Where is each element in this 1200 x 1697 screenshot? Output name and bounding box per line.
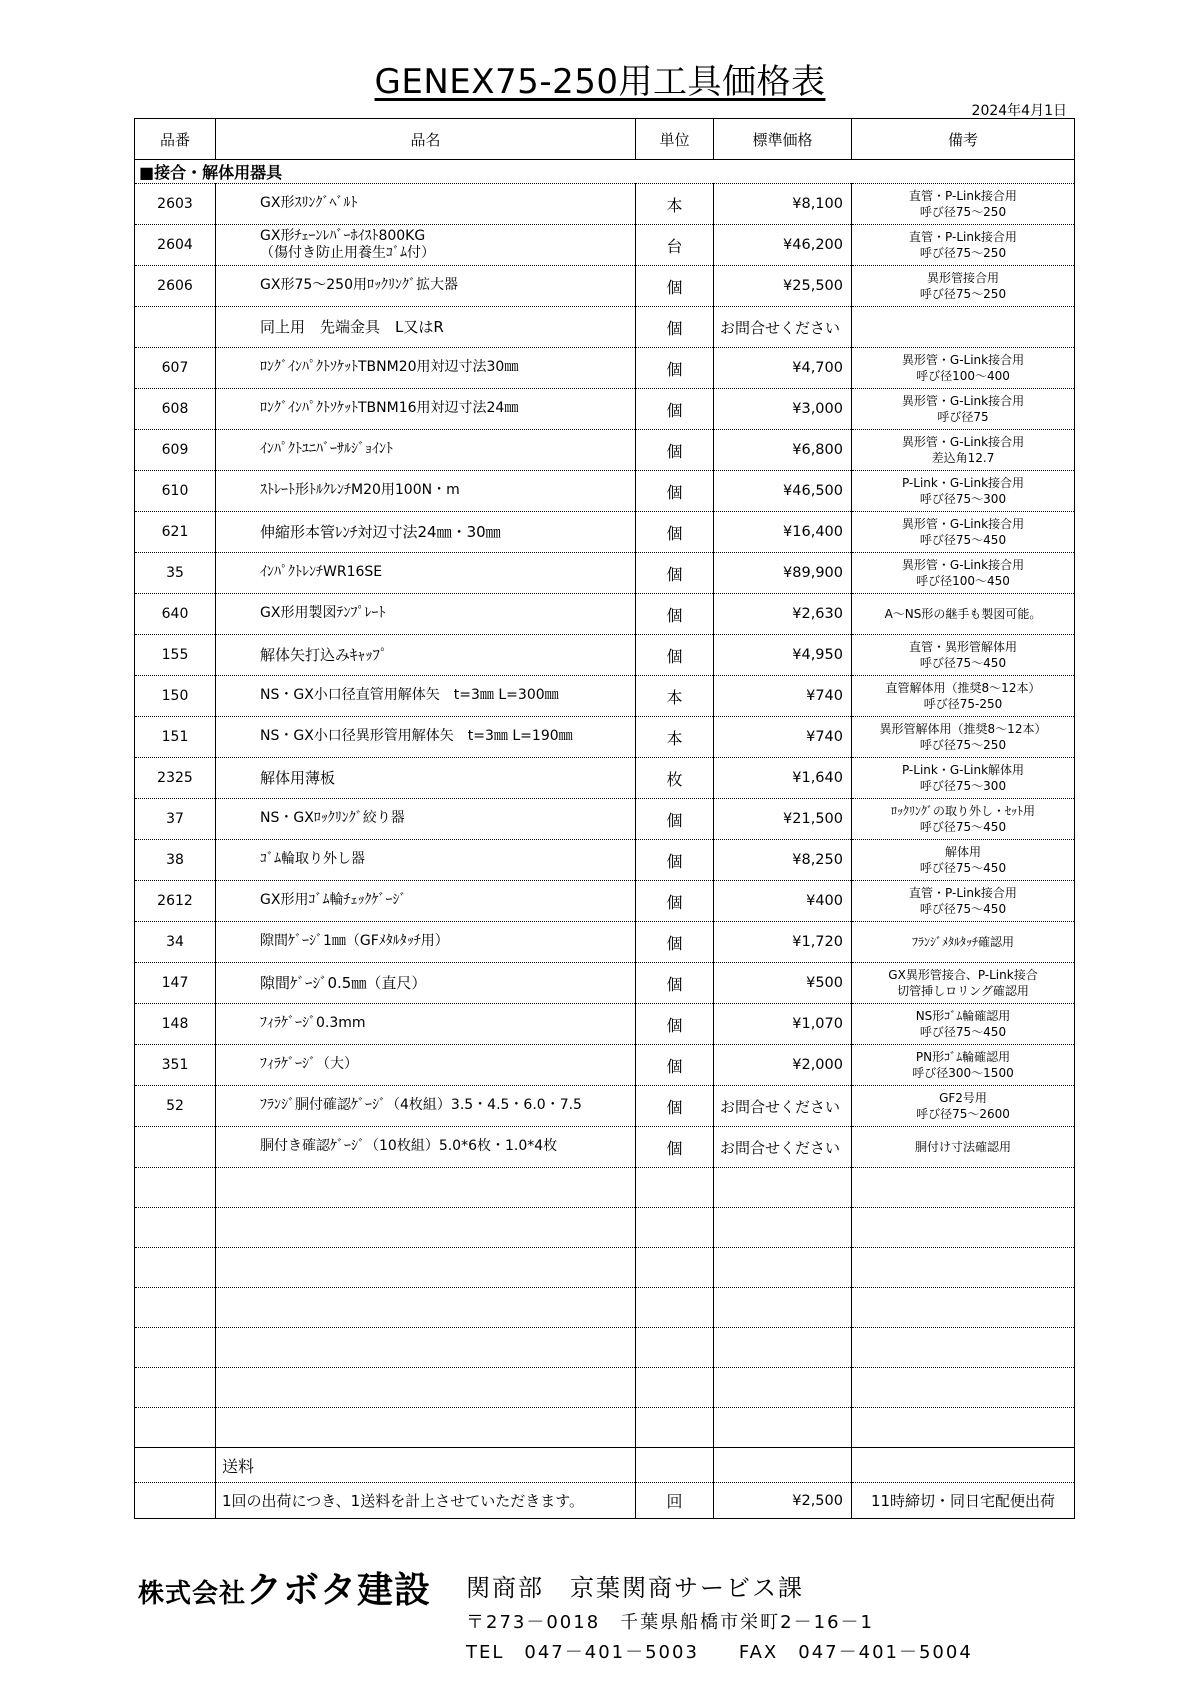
- empty-cell: [714, 1328, 852, 1368]
- item-code: 608: [135, 389, 216, 430]
- table-row: [135, 594, 1075, 635]
- table-row: [135, 676, 1075, 717]
- shipping-unit: 回: [636, 1483, 714, 1519]
- company-name: [138, 1562, 431, 1613]
- price-table: [134, 118, 1075, 1519]
- item-unit: 個: [636, 799, 714, 840]
- item-note: 直管・異形管解体用 呼び径75～450: [852, 635, 1075, 676]
- empty-cell: [216, 1168, 636, 1208]
- item-unit: 個: [636, 307, 714, 348]
- empty-row: [135, 1328, 1075, 1368]
- header-name: 品名: [216, 119, 636, 160]
- table-row: [135, 307, 1075, 348]
- empty-cell: [636, 1248, 714, 1288]
- item-note: GF2号用 呼び径75～2600: [852, 1086, 1075, 1127]
- item-code: 37: [135, 799, 216, 840]
- item-name: 隙間ｹﾞｰｼﾞ0.5㎜（直尺）: [216, 963, 636, 1004]
- item-code: 148: [135, 1004, 216, 1045]
- empty-cell: [852, 1328, 1075, 1368]
- table-row: [135, 553, 1075, 594]
- item-code: 607: [135, 348, 216, 389]
- item-name: NS・GX小口径直管用解体矢 t=3㎜ L=300㎜: [216, 676, 636, 717]
- item-note: 直管・P-Link接合用 呼び径75～450: [852, 881, 1075, 922]
- item-name: ｲﾝﾊﾟｸﾄﾚﾝﾁWR16SE: [216, 553, 636, 594]
- empty-cell: [135, 1288, 216, 1328]
- item-name: ｺﾞﾑ輪取り外し器: [216, 840, 636, 881]
- item-price: ¥2,630: [714, 594, 852, 635]
- item-price: ¥4,700: [714, 348, 852, 389]
- table-row: [135, 348, 1075, 389]
- empty-cell: [636, 1208, 714, 1248]
- item-name: ﾛﾝｸﾞｲﾝﾊﾟｸﾄｿｹｯﾄTBNM16用対辺寸法24㎜: [216, 389, 636, 430]
- empty-cell: [216, 1368, 636, 1408]
- table-header-row: [135, 119, 1075, 160]
- item-unit: 個: [636, 1127, 714, 1168]
- issue-date: 2024年4月1日: [971, 103, 1067, 119]
- item-code: 2606: [135, 266, 216, 307]
- table-row: [135, 717, 1075, 758]
- empty-cell: [135, 1208, 216, 1248]
- item-note: P-Link・G-Link解体用 呼び径75～300: [852, 758, 1075, 799]
- empty-row: [135, 1368, 1075, 1408]
- table-row: [135, 1086, 1075, 1127]
- item-price: ¥2,000: [714, 1045, 852, 1086]
- item-unit: 個: [636, 881, 714, 922]
- table-row: [135, 840, 1075, 881]
- item-price: ¥16,400: [714, 512, 852, 553]
- item-note: NS形ｺﾞﾑ輪確認用 呼び径75～450: [852, 1004, 1075, 1045]
- item-code: 35: [135, 553, 216, 594]
- item-note: 解体用 呼び径75～450: [852, 840, 1075, 881]
- item-name: GX形用ｺﾞﾑ輪ﾁｪｯｸｹﾞｰｼﾞ: [216, 881, 636, 922]
- item-code: 351: [135, 1045, 216, 1086]
- item-unit: 個: [636, 553, 714, 594]
- item-price: ¥89,900: [714, 553, 852, 594]
- empty-cell: [714, 1168, 852, 1208]
- item-note: A～NS形の継手も製図可能。: [852, 594, 1075, 635]
- item-note: GX異形管接合、P-Link接合 切管挿しロリング確認用: [852, 963, 1075, 1004]
- item-name: GX形用製図ﾃﾝﾌﾟﾚｰﾄ: [216, 594, 636, 635]
- item-unit: 個: [636, 963, 714, 1004]
- item-price: ¥500: [714, 963, 852, 1004]
- item-code: 151: [135, 717, 216, 758]
- table-row: [135, 430, 1075, 471]
- item-code: 34: [135, 922, 216, 963]
- table-row: [135, 184, 1075, 225]
- empty-cell: [714, 1408, 852, 1448]
- item-unit: 個: [636, 512, 714, 553]
- table-row: [135, 881, 1075, 922]
- empty-cell: [135, 1368, 216, 1408]
- item-name: ｲﾝﾊﾟｸﾄﾕﾆﾊﾞｰｻﾙｼﾞｮｲﾝﾄ: [216, 430, 636, 471]
- section-title: ■接合・解体用器具: [135, 160, 1075, 184]
- empty-cell: [636, 1288, 714, 1328]
- empty-cell: [852, 1248, 1075, 1288]
- item-price: ¥400: [714, 881, 852, 922]
- empty-cell: [714, 1368, 852, 1408]
- item-price: ¥1,640: [714, 758, 852, 799]
- empty-cell: [135, 1248, 216, 1288]
- table-row: [135, 1127, 1075, 1168]
- table-row: [135, 963, 1075, 1004]
- item-price: ¥1,720: [714, 922, 852, 963]
- table-row: [135, 389, 1075, 430]
- item-unit: 台: [636, 225, 714, 266]
- item-name: 隙間ｹﾞｰｼﾞ1㎜（GFﾒﾀﾙﾀｯﾁ用）: [216, 922, 636, 963]
- empty-row: [135, 1248, 1075, 1288]
- item-unit: 個: [636, 594, 714, 635]
- empty-cell: [216, 1208, 636, 1248]
- item-note: 異形管・G-Link接合用 呼び径75: [852, 389, 1075, 430]
- item-unit: 本: [636, 676, 714, 717]
- item-code: 38: [135, 840, 216, 881]
- item-code: 2604: [135, 225, 216, 266]
- empty-cell: [636, 1328, 714, 1368]
- item-price: ¥25,500: [714, 266, 852, 307]
- item-unit: 個: [636, 922, 714, 963]
- item-name: ﾌﾗﾝｼﾞ胴付確認ｹﾞｰｼﾞ（4枚組）3.5・4.5・6.0・7.5: [216, 1086, 636, 1127]
- page-title: GENEX75-250用工具価格表: [374, 62, 826, 102]
- item-note: [852, 307, 1075, 348]
- empty-cell: [135, 1483, 216, 1519]
- empty-cell: [714, 1288, 852, 1328]
- item-name: ﾌｨﾗｹﾞｰｼﾞ0.3mm: [216, 1004, 636, 1045]
- item-name: GX形ﾁｪｰﾝﾚﾊﾞｰﾎｲｽﾄ800KG （傷付き防止用養生ｺﾞﾑ付）: [216, 225, 636, 266]
- item-price: ¥8,250: [714, 840, 852, 881]
- item-code: 610: [135, 471, 216, 512]
- item-unit: 個: [636, 266, 714, 307]
- shipping-label-row: [135, 1448, 1075, 1483]
- item-name: NS・GX小口径異形管用解体矢 t=3㎜ L=190㎜: [216, 717, 636, 758]
- item-code: [135, 307, 216, 348]
- item-name: ﾛﾝｸﾞｲﾝﾊﾟｸﾄｿｹｯﾄTBNM20用対辺寸法30㎜: [216, 348, 636, 389]
- item-note: 異形管・G-Link接合用 呼び径100～400: [852, 348, 1075, 389]
- table-row: [135, 225, 1075, 266]
- item-unit: 個: [636, 430, 714, 471]
- item-code: [135, 1127, 216, 1168]
- phone-fax: TEL 047－401－5003 FAX 047－401－5004: [466, 1642, 973, 1663]
- item-name: 解体矢打込みｷｬｯﾌﾟ: [216, 635, 636, 676]
- empty-cell: [636, 1408, 714, 1448]
- table-row: [135, 758, 1075, 799]
- item-note: ﾛｯｸﾘﾝｸﾞの取り外し・ｾｯﾄ用 呼び径75～450: [852, 799, 1075, 840]
- item-code: 609: [135, 430, 216, 471]
- table-row: [135, 799, 1075, 840]
- item-note: P-Link・G-Link接合用 呼び径75～300: [852, 471, 1075, 512]
- item-unit: 個: [636, 1045, 714, 1086]
- shipping-row: [135, 1483, 1075, 1519]
- item-price: ¥46,200: [714, 225, 852, 266]
- table-row: [135, 635, 1075, 676]
- item-code: 640: [135, 594, 216, 635]
- item-name: 同上用 先端金具 L又はR: [216, 307, 636, 348]
- item-note: 直管・P-Link接合用 呼び径75～250: [852, 225, 1075, 266]
- item-note: 直管解体用（推奨8～12本） 呼び径75-250: [852, 676, 1075, 717]
- item-unit: 個: [636, 348, 714, 389]
- item-code: 147: [135, 963, 216, 1004]
- empty-row: [135, 1288, 1075, 1328]
- header-price: 標準価格: [714, 119, 852, 160]
- item-note: 異形管接合用 呼び径75～250: [852, 266, 1075, 307]
- table-row: [135, 1004, 1075, 1045]
- empty-cell: [852, 1168, 1075, 1208]
- item-price: ¥740: [714, 717, 852, 758]
- company-main-name: クボタ建設: [246, 1570, 432, 1611]
- item-name: NS・GXﾛｯｸﾘﾝｸﾞ絞り器: [216, 799, 636, 840]
- empty-cell: [216, 1248, 636, 1288]
- shipping-note: 11時締切・同日宅配便出荷: [852, 1483, 1075, 1519]
- item-code: 52: [135, 1086, 216, 1127]
- item-note: ﾌﾗﾝｼﾞﾒﾀﾙﾀｯﾁ確認用: [852, 922, 1075, 963]
- address: 〒273－0018 千葉県船橋市栄町2－16－1: [466, 1612, 874, 1633]
- empty-cell: [714, 1208, 852, 1248]
- empty-cell: [636, 1368, 714, 1408]
- empty-row: [135, 1168, 1075, 1208]
- empty-cell: [216, 1408, 636, 1448]
- empty-cell: [135, 1168, 216, 1208]
- item-price: お問合せください: [714, 1127, 852, 1168]
- empty-cell: [852, 1408, 1075, 1448]
- item-code: 2325: [135, 758, 216, 799]
- item-unit: 個: [636, 635, 714, 676]
- item-unit: 個: [636, 471, 714, 512]
- shipping-label: 送料: [216, 1448, 636, 1483]
- item-name: 胴付き確認ｹﾞｰｼﾞ（10枚組）5.0*6枚・1.0*4枚: [216, 1127, 636, 1168]
- empty-cell: [714, 1248, 852, 1288]
- table-row: [135, 922, 1075, 963]
- table-row: [135, 1045, 1075, 1086]
- item-price: ¥3,000: [714, 389, 852, 430]
- shipping-price: ¥2,500: [714, 1483, 852, 1519]
- header-note: 備考: [852, 119, 1075, 160]
- item-name: 解体用薄板: [216, 758, 636, 799]
- shipping-desc: 1回の出荷につき、1送料を計上させていただきます。: [216, 1483, 636, 1519]
- item-price: ¥21,500: [714, 799, 852, 840]
- empty-cell: [636, 1168, 714, 1208]
- item-price: お問合せください: [714, 307, 852, 348]
- item-note: 異形管・G-Link接合用 呼び径75～450: [852, 512, 1075, 553]
- item-name: ｽﾄﾚｰﾄ形ﾄﾙｸﾚﾝﾁM20用100N・m: [216, 471, 636, 512]
- item-note: PN形ｺﾞﾑ輪確認用 呼び径300～1500: [852, 1045, 1075, 1086]
- item-name: GX形75～250用ﾛｯｸﾘﾝｸﾞ拡大器: [216, 266, 636, 307]
- item-unit: 本: [636, 184, 714, 225]
- item-name: GX形ｽﾘﾝｸﾞﾍﾞﾙﾄ: [216, 184, 636, 225]
- item-price: お問合せください: [714, 1086, 852, 1127]
- empty-row: [135, 1408, 1075, 1448]
- item-note: 異形管・G-Link接合用 差込角12.7: [852, 430, 1075, 471]
- empty-cell: [135, 1328, 216, 1368]
- item-price: ¥4,950: [714, 635, 852, 676]
- company-prefix: 株式会社: [138, 1579, 247, 1609]
- header-code: 品番: [135, 119, 216, 160]
- empty-cell: [135, 1408, 216, 1448]
- item-unit: 個: [636, 1086, 714, 1127]
- item-price: ¥6,800: [714, 430, 852, 471]
- empty-cell: [636, 1448, 714, 1483]
- department: 関商部 京葉関商サービス課: [466, 1574, 804, 1602]
- item-price: ¥740: [714, 676, 852, 717]
- header-unit: 単位: [636, 119, 714, 160]
- section-row: [135, 160, 1075, 184]
- item-note: 胴付け寸法確認用: [852, 1127, 1075, 1168]
- item-unit: 本: [636, 717, 714, 758]
- empty-cell: [714, 1448, 852, 1483]
- item-code: 621: [135, 512, 216, 553]
- empty-cell: [852, 1288, 1075, 1328]
- item-note: 異形管解体用（推奨8～12本） 呼び径75～250: [852, 717, 1075, 758]
- empty-cell: [852, 1368, 1075, 1408]
- item-unit: 個: [636, 840, 714, 881]
- table-row: [135, 512, 1075, 553]
- item-price: ¥46,500: [714, 471, 852, 512]
- item-unit: 枚: [636, 758, 714, 799]
- item-note: 直管・P-Link接合用 呼び径75～250: [852, 184, 1075, 225]
- item-code: 2603: [135, 184, 216, 225]
- empty-cell: [135, 1448, 216, 1483]
- empty-cell: [852, 1448, 1075, 1483]
- empty-row: [135, 1208, 1075, 1248]
- item-price: ¥1,070: [714, 1004, 852, 1045]
- item-unit: 個: [636, 389, 714, 430]
- item-price: ¥8,100: [714, 184, 852, 225]
- table-row: [135, 266, 1075, 307]
- item-code: 2612: [135, 881, 216, 922]
- table-row: [135, 471, 1075, 512]
- item-unit: 個: [636, 1004, 714, 1045]
- item-name: 伸縮形本管ﾚﾝﾁ対辺寸法24㎜・30㎜: [216, 512, 636, 553]
- empty-cell: [216, 1288, 636, 1328]
- empty-cell: [852, 1208, 1075, 1248]
- item-note: 異形管・G-Link接合用 呼び径100～450: [852, 553, 1075, 594]
- item-code: 155: [135, 635, 216, 676]
- item-name: ﾌｨﾗｹﾞｰｼﾞ（大）: [216, 1045, 636, 1086]
- empty-cell: [216, 1328, 636, 1368]
- item-code: 150: [135, 676, 216, 717]
